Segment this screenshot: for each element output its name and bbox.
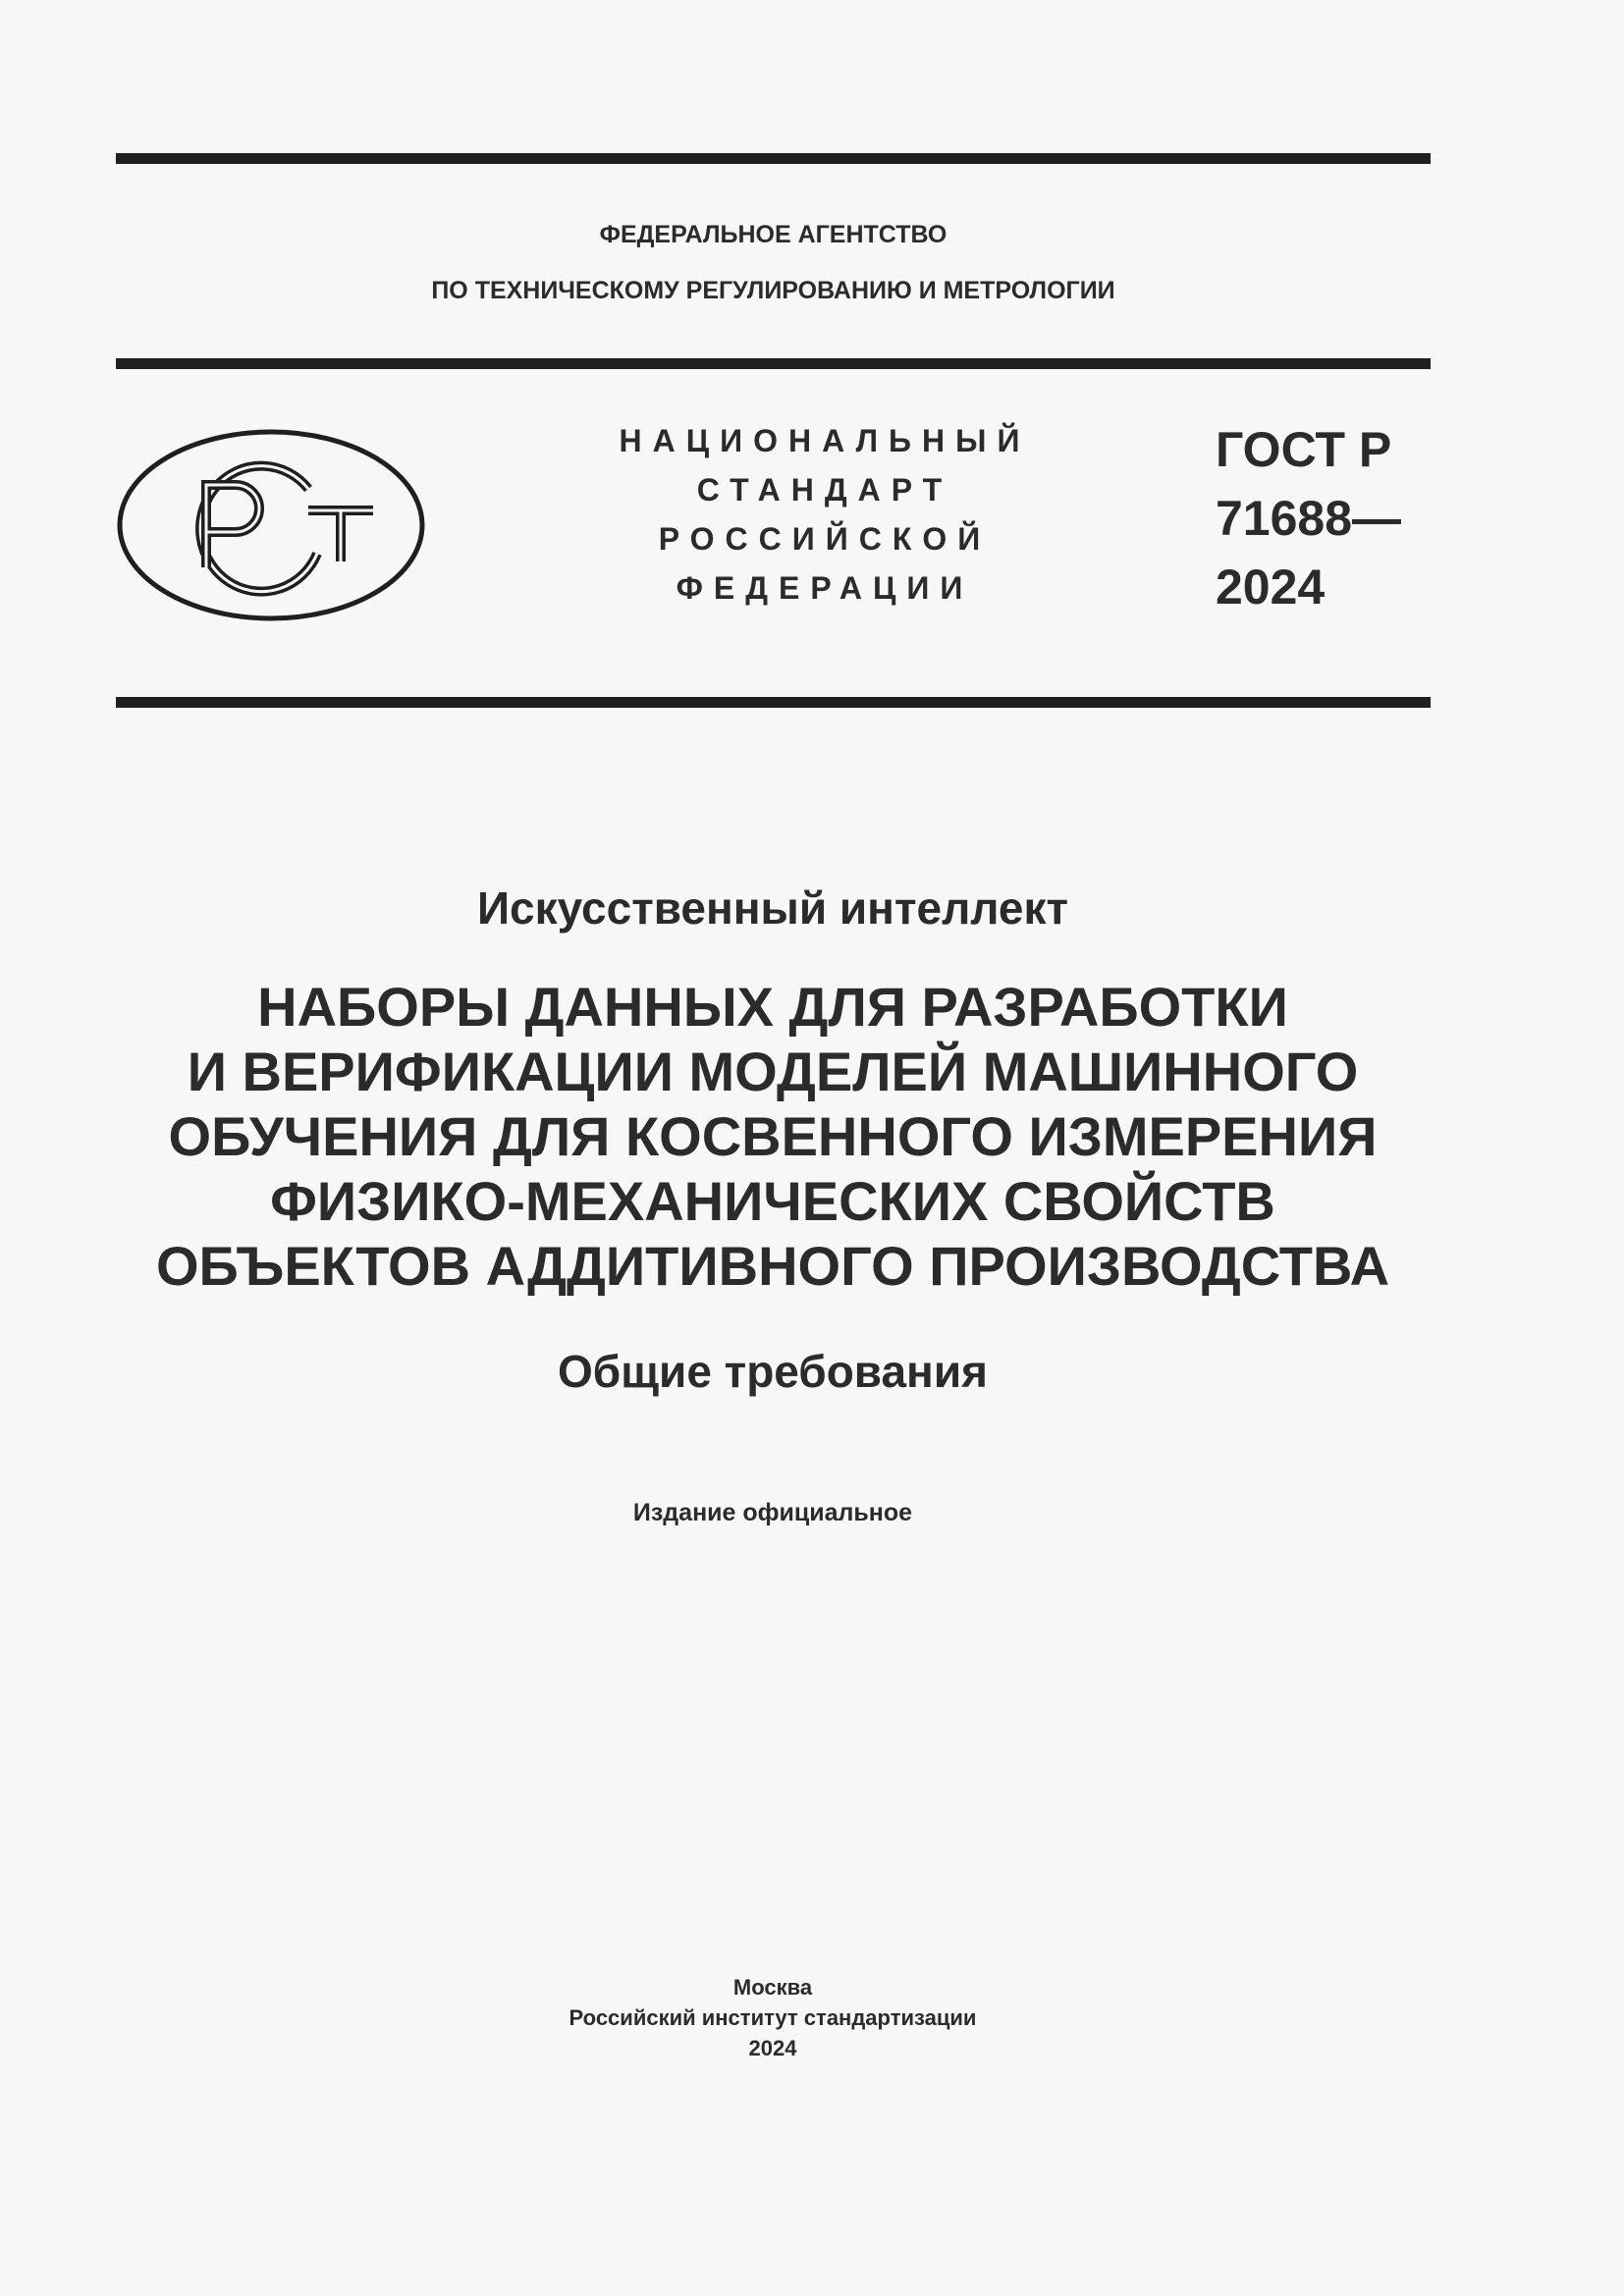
imprint-city: Москва	[732, 1975, 813, 2000]
title-line: ФИЗИКО-МЕХАНИЧЕСКИХ СВОЙСТВ	[270, 1170, 1275, 1232]
title-line: И ВЕРИФИКАЦИИ МОДЕЛЕЙ МАШИННОГО	[187, 1041, 1359, 1102]
standard-type-line-2: СТАНДАРТ	[696, 472, 953, 507]
imprint	[79, 1972, 1467, 2063]
standard-type	[589, 416, 1060, 613]
rst-certification-mark-logo	[116, 428, 426, 622]
title-line: ОБУЧЕНИЯ ДЛЯ КОСВЕННОГО ИЗМЕРЕНИЯ	[168, 1105, 1378, 1167]
part-title: Общие требования	[558, 1346, 988, 1397]
designation-line-2: 71688—	[1216, 491, 1402, 546]
standard-type-line-4: ФЕДЕРАЦИИ	[676, 570, 974, 606]
title-line: ОБЪЕКТОВ АДДИТИВНОГО ПРОИЗВОДСТВА	[155, 1235, 1390, 1297]
agency-line-2: ПО ТЕХНИЧЕСКОМУ РЕГУЛИРОВАНИЮ И МЕТРОЛОГИИ	[431, 277, 1115, 304]
standard-type-line-1: НАЦИОНАЛЬНЫЙ	[619, 423, 1031, 458]
subject-heading: Искусственный интеллект	[476, 882, 1069, 934]
designation-line-3: 2024	[1216, 560, 1326, 614]
standard-designation	[1216, 415, 1401, 621]
imprint-publisher: Российский институт стандартизации	[568, 2005, 977, 2030]
standard-type-line-3: РОССИЙСКОЙ	[658, 521, 992, 557]
imprint-year: 2024	[748, 2036, 797, 2060]
title-line: НАБОРЫ ДАННЫХ ДЛЯ РАЗРАБОТКИ	[257, 976, 1288, 1038]
agency-name	[116, 207, 1431, 319]
agency-line-1: ФЕДЕРАЛЬНОЕ АГЕНТСТВО	[599, 221, 947, 248]
header-bottom-rule	[116, 697, 1431, 708]
top-rule	[116, 153, 1431, 164]
document-title	[79, 975, 1467, 1299]
designation-line-1: ГОСТ Р	[1216, 422, 1392, 477]
agency-bottom-rule	[116, 358, 1431, 369]
edition-label: Издание официальное	[632, 1499, 913, 1526]
